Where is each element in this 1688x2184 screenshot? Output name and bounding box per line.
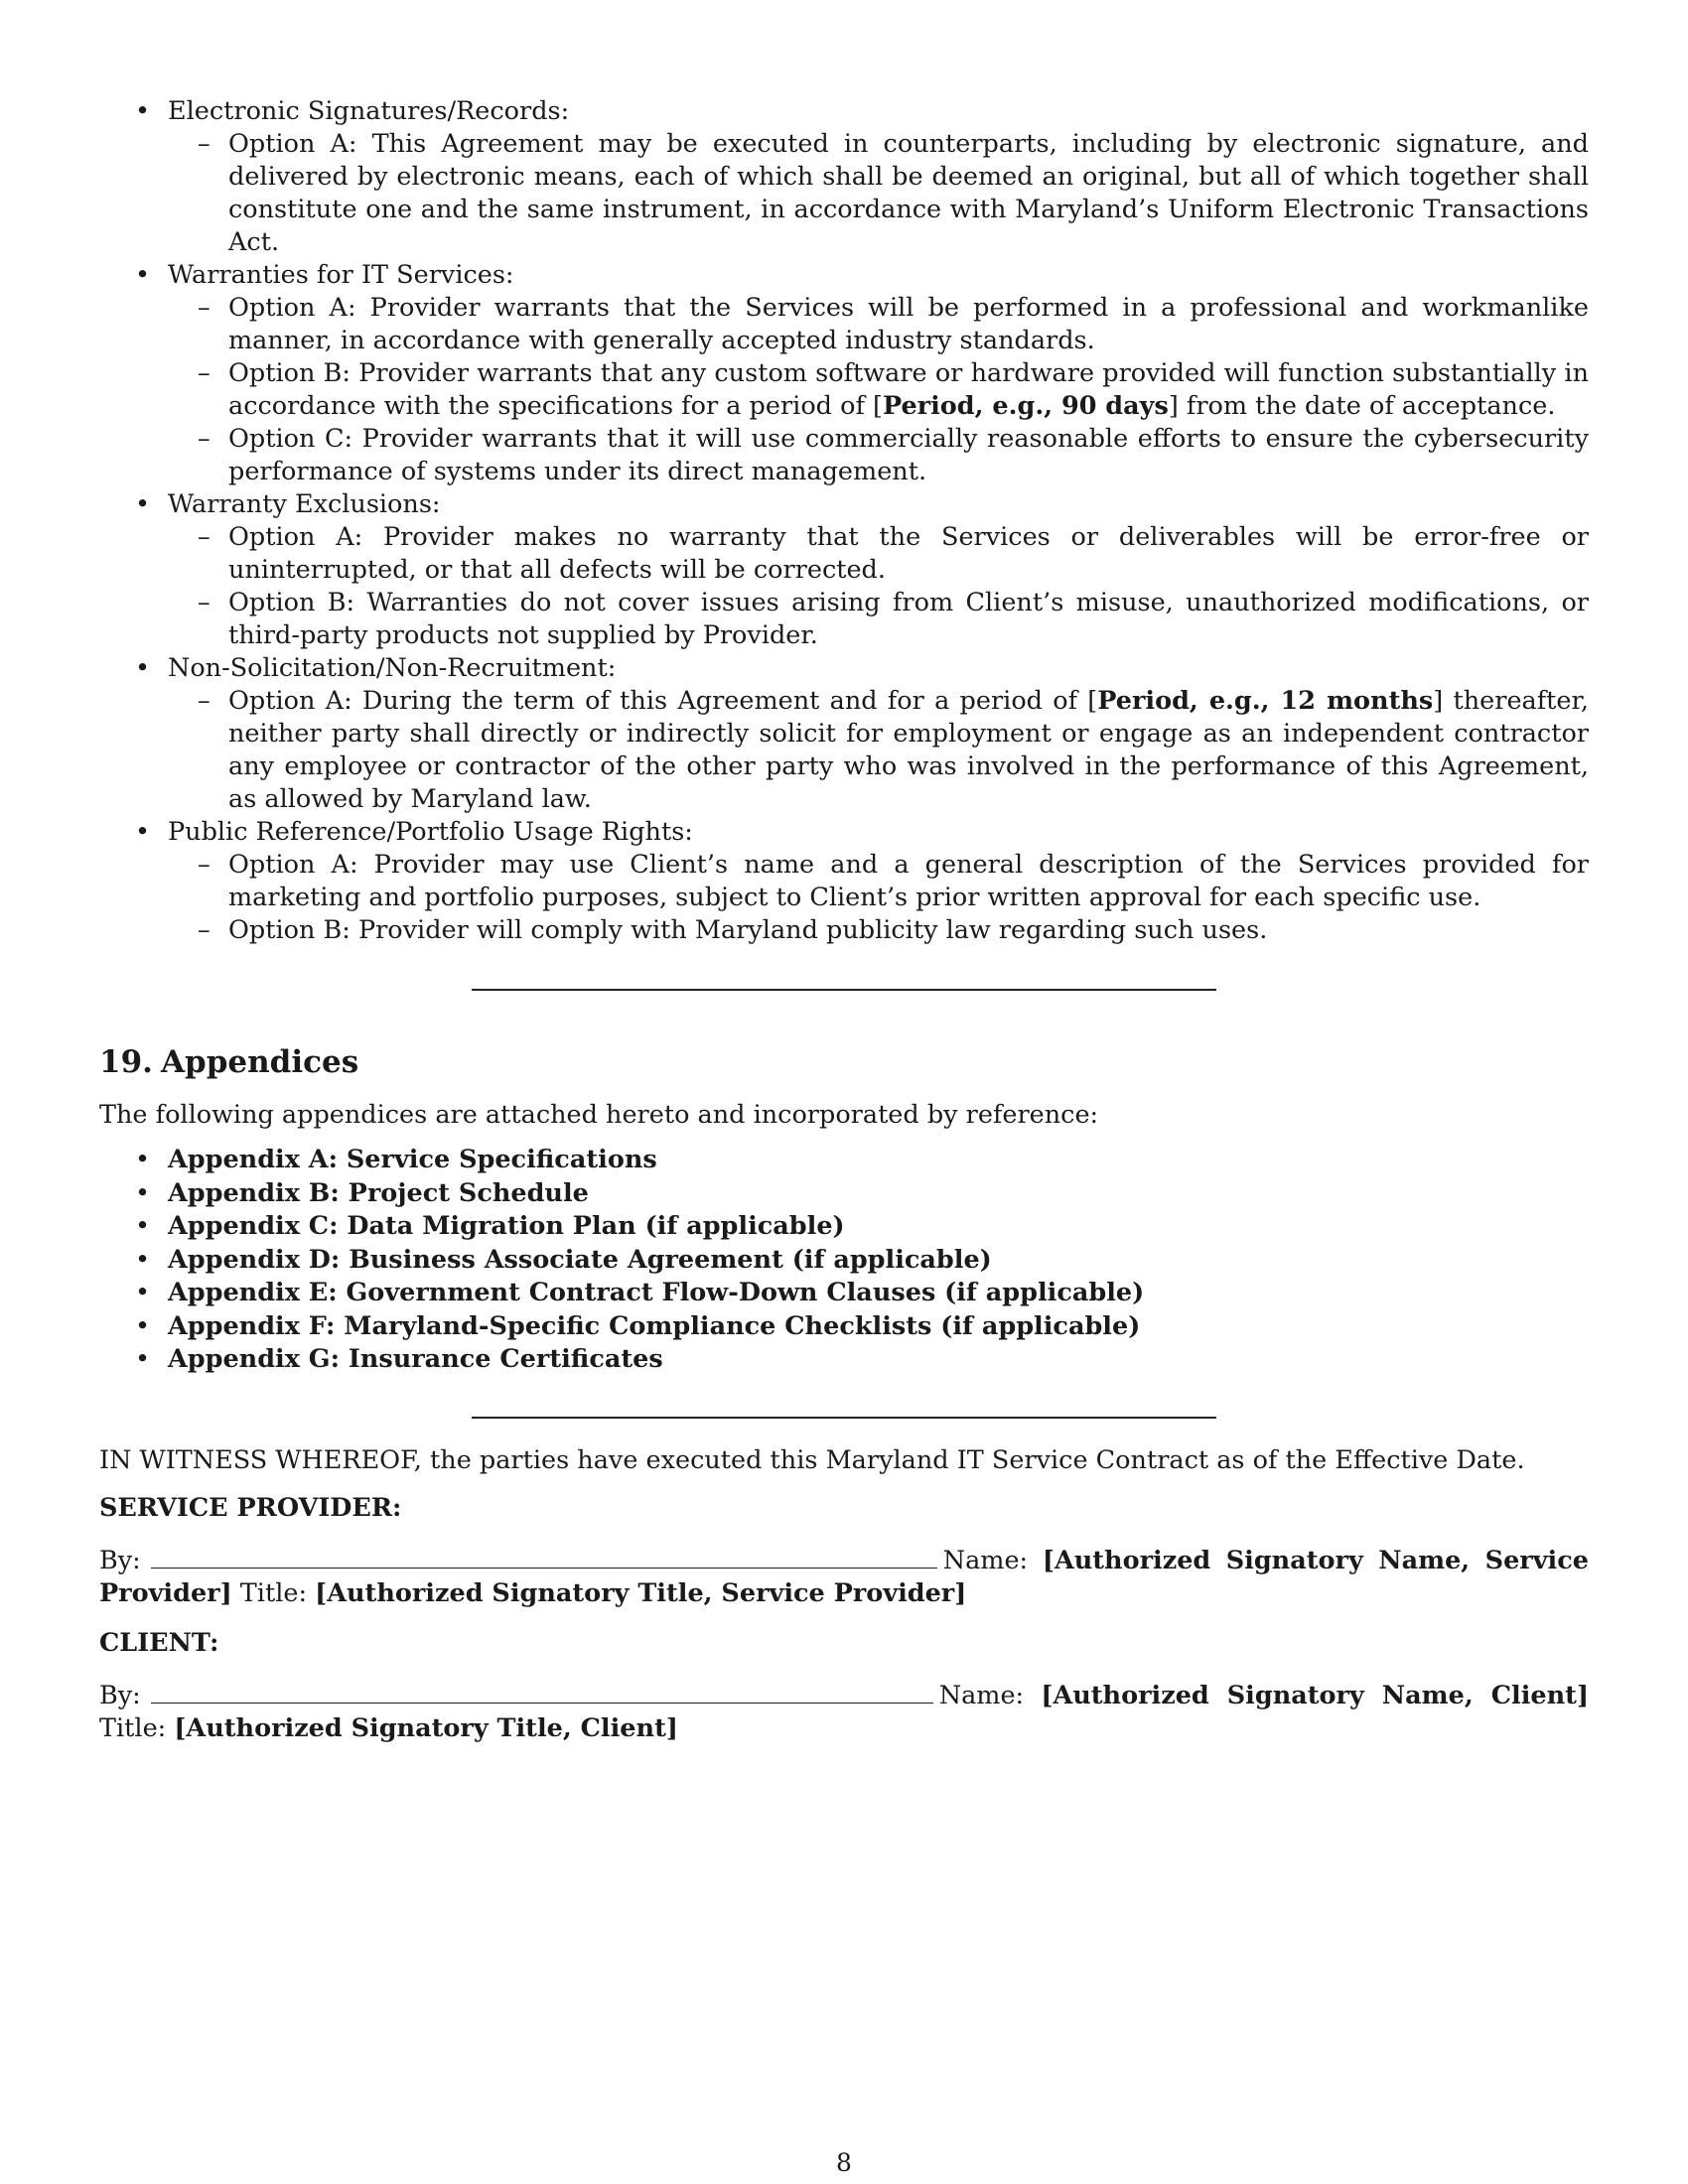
appendix-item: • Appendix F: Maryland-Specific Compliance Checklists (if applicable): [99, 1310, 1589, 1344]
provision-heading: Warranty Exclusions:: [168, 489, 441, 519]
options-list: [168, 849, 1589, 947]
appendix-item: • Appendix G: Insurance Certificates: [99, 1343, 1589, 1377]
placeholder-text: Period, e.g., 12 months: [1097, 686, 1434, 716]
section-number: 19.: [99, 1044, 153, 1080]
option-item: – Option C: Provider warrants that it will use commercially reasonable efforts to ensure the cybersecurity performance of systems under its direct management.: [168, 423, 1589, 488]
options-list: [168, 128, 1589, 259]
option-item: – Option A: Provider makes no warranty that the Services or deliverables will be error-free or uninterrupted, or that all defects will be corrected.: [168, 521, 1589, 587]
name-label: Name:: [938, 1680, 1025, 1710]
provision-heading: Electronic Signatures/Records:: [168, 96, 570, 126]
client-name: [Authorized Signatory Name, Client]: [1041, 1680, 1590, 1710]
option-item: – Option A: Provider may use Client’s name and a general description of the Services provided for marketing and portfolio purposes, subject to Client’s prior written approval for each specific use.: [168, 849, 1589, 914]
horizontal-rule: [472, 989, 1216, 991]
placeholder-text: Period, e.g., 90 days: [882, 391, 1169, 421]
options-list: [168, 685, 1589, 816]
provision-heading: Public Reference/Portfolio Usage Rights:: [168, 817, 693, 847]
option-item: – Option A: This Agreement may be executed in counterparts, including by electronic signature, and delivered by electronic means, each of which shall be deemed an original, but all of which together shall constitute one and the same instrument, in accordance with Maryland’s Uniform Electronic Transactions Act.: [168, 128, 1589, 259]
option-text: ] thereafter, neither party shall directly or indirectly solicit for employment or engage as an independent contractor any employee or contractor of the other party who was involved in the performance of this Agreement, as allowed by Maryland law.: [228, 686, 1590, 814]
provider-signature-block: [99, 1544, 1589, 1610]
signature-line: [151, 1679, 933, 1704]
section-title: Appendices: [161, 1044, 359, 1080]
provider-name: [Authorized Signatory Name, Service Provider]: [99, 1545, 1589, 1608]
title-label: Title:: [99, 1712, 167, 1743]
option-item: – Option B: Warranties do not cover issues arising from Client’s misuse, unauthorized modifications, or third-party products not supplied by Provider.: [168, 587, 1589, 652]
option-item: [168, 357, 1589, 423]
appendices-list: [99, 1144, 1589, 1377]
page-number: 8: [836, 2148, 852, 2177]
options-list: [168, 521, 1589, 652]
by-label: By:: [99, 1680, 141, 1710]
appendix-item: • Appendix B: Project Schedule: [99, 1177, 1589, 1211]
appendices-intro: The following appendices are attached hereto and incorporated by reference:: [99, 1100, 1099, 1130]
page-content: [99, 95, 1589, 1745]
list-item: [99, 259, 1589, 488]
title-label: Title:: [239, 1577, 308, 1608]
appendix-item: • Appendix A: Service Specifications: [99, 1144, 1589, 1177]
option-text: ] from the date of acceptance.: [1168, 391, 1556, 421]
option-item: – Option A: Provider warrants that the Services will be performed in a professional and workmanlike manner, in accordance with generally accepted industry standards.: [168, 292, 1589, 357]
option-item: [168, 685, 1589, 816]
list-item: [99, 95, 1589, 259]
name-label: Name:: [942, 1545, 1029, 1575]
provision-heading: Warranties for IT Services:: [168, 260, 514, 290]
provider-title: [Authorized Signatory Title, Service Provider]: [315, 1577, 967, 1608]
appendix-item: • Appendix D: Business Associate Agreement (if applicable): [99, 1244, 1589, 1278]
client-heading: CLIENT:: [99, 1627, 219, 1658]
list-item: [99, 488, 1589, 652]
list-item: [99, 652, 1589, 816]
horizontal-rule: [472, 1417, 1216, 1419]
option-text: Option B: Provider warrants that any custom software or hardware provided will function substantially in accordance with the specifications for a period of [: [228, 358, 1589, 421]
appendix-item: • Appendix C: Data Migration Plan (if applicable): [99, 1210, 1589, 1244]
provision-heading: Non-Solicitation/Non-Recruitment:: [168, 653, 617, 683]
by-label: By:: [99, 1545, 141, 1575]
client-signature-block: [99, 1679, 1589, 1745]
client-title: [Authorized Signatory Title, Client]: [174, 1712, 678, 1743]
witness-clause: IN WITNESS WHEREOF, the parties have executed this Maryland IT Service Contract as of the Effective Date.: [99, 1444, 1525, 1475]
section-heading: [99, 1042, 1589, 1082]
signature-line: [151, 1544, 937, 1569]
appendix-item: • Appendix E: Government Contract Flow-Down Clauses (if applicable): [99, 1277, 1589, 1310]
provider-heading: SERVICE PROVIDER:: [99, 1492, 402, 1523]
options-list: [168, 292, 1589, 488]
provisions-list: [99, 95, 1589, 947]
option-text: Option A: During the term of this Agreement and for a period of [: [228, 686, 1098, 716]
list-item: [99, 816, 1589, 947]
option-item: – Option B: Provider will comply with Maryland publicity law regarding such uses.: [168, 914, 1589, 947]
